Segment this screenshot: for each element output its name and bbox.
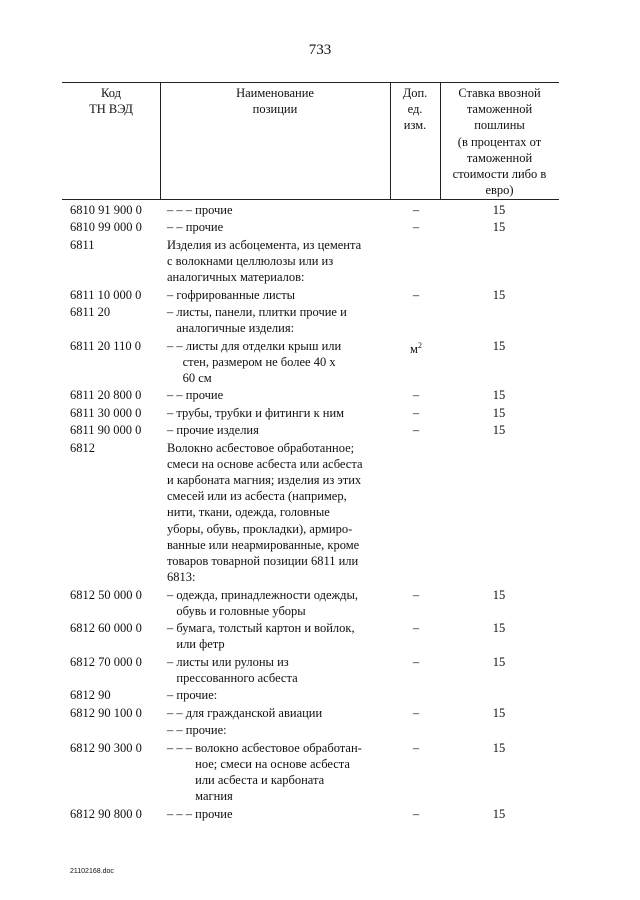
position-name-line: – – для гражданской авиации bbox=[167, 705, 323, 720]
position-name-line: – одежда, принадлежности одежды, bbox=[167, 587, 359, 602]
unit-of-measure: – bbox=[412, 621, 420, 636]
position-name bbox=[167, 587, 389, 619]
position-name-line: уборы, обувь, прокладки), армиро- bbox=[167, 521, 353, 536]
tnved-code: 6812 bbox=[70, 440, 95, 455]
tnved-code: 6812 90 300 0 bbox=[70, 740, 142, 755]
tnved-code: 6812 90 800 0 bbox=[70, 806, 142, 821]
tnved-code: 6812 90 bbox=[70, 688, 111, 703]
position-name bbox=[167, 722, 389, 738]
unit-of-measure: – bbox=[412, 388, 420, 403]
position-name-line: – – листы для отделки крыш или bbox=[167, 338, 342, 353]
position-name bbox=[167, 405, 389, 421]
header-rate: Ставка ввозной таможенной пошлины (в процентах от таможенной стоимости либо в евро) bbox=[452, 86, 547, 198]
position-name-line: – прочие: bbox=[167, 688, 218, 703]
duty-rate: 15 bbox=[492, 388, 506, 403]
position-name-line: Изделия из асбоцемента, из цемента bbox=[167, 237, 362, 252]
position-name-line: магния bbox=[167, 789, 233, 804]
table-header-top-rule bbox=[62, 82, 559, 83]
unit-of-measure: – bbox=[412, 287, 420, 302]
unit-of-measure: – bbox=[412, 705, 420, 720]
tnved-code: 6811 90 000 0 bbox=[70, 423, 142, 438]
duty-rate: 15 bbox=[492, 423, 506, 438]
position-name-line: аналогичных материалов: bbox=[167, 270, 305, 285]
table-header-bottom-rule bbox=[62, 199, 559, 200]
position-name bbox=[167, 440, 389, 586]
position-name-line: Волокно асбестовое обработанное; bbox=[167, 440, 355, 455]
position-name bbox=[167, 287, 389, 303]
unit-of-measure: – bbox=[412, 405, 420, 420]
duty-rate: 15 bbox=[492, 338, 506, 353]
position-name-line: – – – прочие bbox=[167, 806, 233, 821]
tnved-code: 6812 70 000 0 bbox=[70, 654, 142, 669]
unit-of-measure: – bbox=[412, 654, 420, 669]
position-name bbox=[167, 687, 389, 703]
tnved-code: 6810 99 000 0 bbox=[70, 220, 142, 235]
position-name-line: с волокнами целлюлозы или из bbox=[167, 254, 334, 268]
tnved-code: 6811 20 bbox=[70, 305, 111, 319]
position-name-line: стен, размером не более 40 х bbox=[167, 354, 336, 369]
position-name-line: – листы, панели, плитки прочие и bbox=[167, 305, 347, 319]
tnved-code: 6811 20 110 0 bbox=[70, 338, 141, 353]
position-name-line: – бумага, толстый картон и войлок, bbox=[167, 621, 355, 636]
position-name-line: или фетр bbox=[167, 637, 225, 652]
unit-of-measure: – bbox=[412, 587, 420, 602]
position-name bbox=[167, 338, 389, 387]
position-name-line: – гофрированные листы bbox=[167, 287, 296, 302]
position-name-line: – – – волокно асбестовое обработан- bbox=[167, 740, 362, 755]
position-name-line: смесей или из асбеста (например, bbox=[167, 489, 347, 504]
position-name-line: товаров товарной позиции 6811 или bbox=[167, 554, 359, 569]
header-name: Наименование позиции bbox=[236, 86, 314, 117]
position-name-line: – – прочие bbox=[167, 388, 224, 403]
tnved-code: 6810 91 900 0 bbox=[70, 203, 142, 217]
unit-of-measure: – bbox=[412, 740, 420, 755]
duty-rate: 15 bbox=[492, 587, 506, 602]
position-name bbox=[167, 219, 389, 235]
position-name-line: прессованного асбеста bbox=[167, 671, 298, 685]
unit-of-measure: – bbox=[412, 806, 420, 821]
tnved-code: 6811 20 800 0 bbox=[70, 388, 142, 403]
position-name bbox=[167, 237, 389, 286]
duty-rate: 15 bbox=[492, 654, 506, 669]
duty-rate: 15 bbox=[492, 705, 506, 720]
unit-of-measure: – bbox=[412, 220, 420, 235]
tnved-code: 6812 90 100 0 bbox=[70, 705, 142, 720]
tnved-code: 6811 30 000 0 bbox=[70, 405, 142, 420]
duty-rate: 15 bbox=[492, 220, 506, 235]
position-name-line: – листы или рулоны из bbox=[167, 654, 289, 669]
page-number: 733 bbox=[308, 42, 332, 58]
position-name bbox=[167, 304, 389, 336]
position-name-line: нити, ткани, одежда, головные bbox=[167, 505, 330, 520]
unit-of-measure: – bbox=[412, 203, 420, 217]
position-name-line: обувь и головные уборы bbox=[167, 603, 306, 618]
position-name-line: – прочие изделия bbox=[167, 423, 259, 438]
position-name bbox=[167, 202, 389, 218]
footer-filename: 21102168.doc bbox=[70, 868, 114, 875]
duty-rate: 15 bbox=[492, 405, 506, 420]
position-name-line: аналогичные изделия: bbox=[167, 321, 295, 336]
tnved-code: 6812 50 000 0 bbox=[70, 587, 142, 602]
position-name bbox=[167, 422, 389, 438]
position-name-line: 6813: bbox=[167, 570, 196, 585]
duty-rate: 15 bbox=[492, 740, 506, 755]
position-name-line: – – прочие bbox=[167, 220, 224, 235]
unit-of-measure: $м^2$ bbox=[410, 340, 422, 356]
duty-rate: 15 bbox=[492, 621, 506, 636]
position-name-line: – – прочие: bbox=[167, 723, 227, 738]
tnved-code: 6812 60 000 0 bbox=[70, 621, 142, 636]
tnved-code: 6811 bbox=[70, 237, 95, 252]
position-name-line: – – – прочие bbox=[167, 203, 233, 217]
position-name bbox=[167, 740, 389, 805]
position-name-line: смеси на основе асбеста или асбеста bbox=[167, 456, 363, 471]
duty-rate: 15 bbox=[492, 287, 506, 302]
position-name-line: ванные или неармированные, кроме bbox=[167, 537, 360, 552]
position-name-line: и карбоната магния; изделия из этих bbox=[167, 473, 362, 487]
tnved-code: 6811 10 000 0 bbox=[70, 287, 142, 302]
position-name-line: или асбеста и карбоната bbox=[167, 773, 325, 787]
header-unit: Доп. ед. изм. bbox=[402, 86, 428, 133]
position-name-line: ное; смеси на основе асбеста bbox=[167, 756, 350, 771]
position-name bbox=[167, 705, 389, 721]
header-code: Код ТН ВЭД bbox=[89, 86, 133, 117]
unit-of-measure: – bbox=[412, 423, 420, 438]
position-name-line: 60 см bbox=[167, 371, 212, 385]
duty-rate: 15 bbox=[492, 203, 506, 217]
position-name-line: – трубы, трубки и фитинги к ним bbox=[167, 405, 345, 420]
position-name bbox=[167, 620, 389, 652]
position-name bbox=[167, 654, 389, 686]
position-name bbox=[167, 387, 389, 403]
duty-rate: 15 bbox=[492, 806, 506, 821]
position-name bbox=[167, 806, 389, 822]
